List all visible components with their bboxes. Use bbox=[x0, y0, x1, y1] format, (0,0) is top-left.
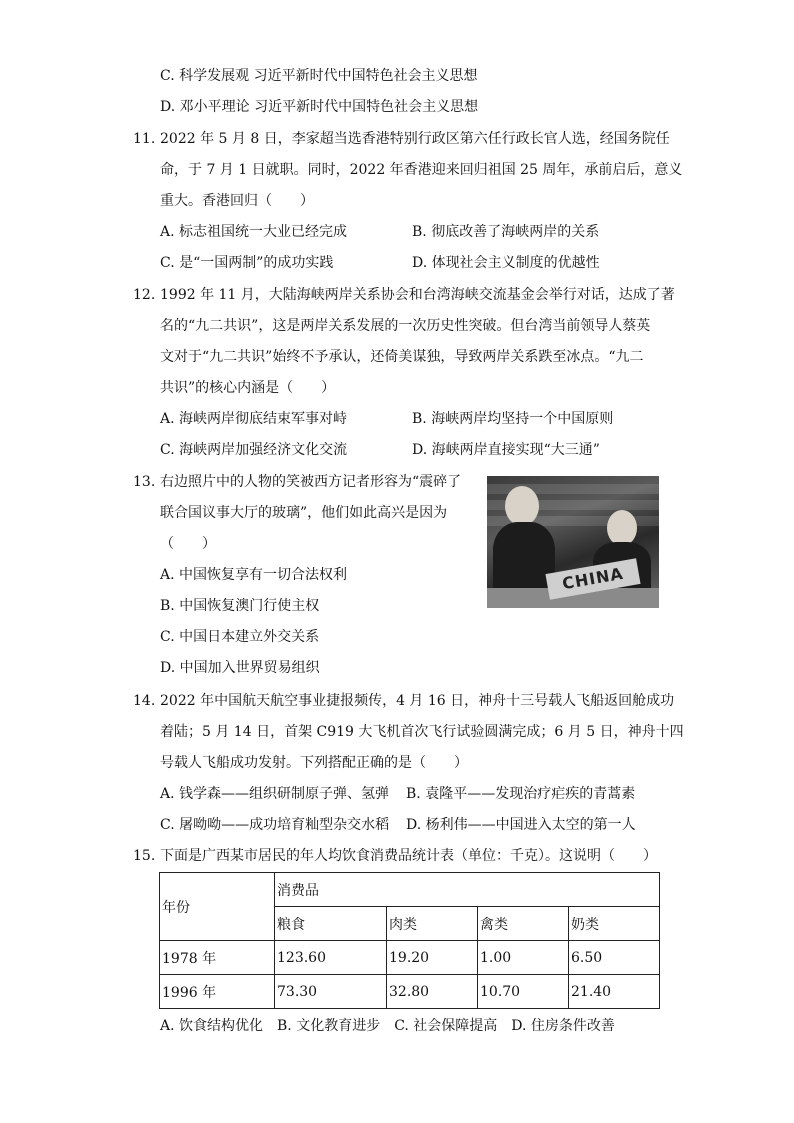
table-cell: 1.00 bbox=[478, 941, 569, 975]
table-cell: 73.30 bbox=[275, 975, 387, 1009]
q15-options: A. 饮食结构优化 B. 文化教育进步 C. 社会保障提高 D. 住房条件改善 bbox=[160, 1018, 615, 1034]
q11-number: 11. bbox=[133, 131, 156, 147]
q12-stem-line: 文对于“九二共识”始终不予承认，还倚美谋独，导致两岸关系跌至冰点。“九二 bbox=[160, 349, 644, 365]
q11-stem-line: 命，于 7 月 1 日就职。同时，2022 年香港迎来回归祖国 25 周年，承前启后，意义 bbox=[160, 162, 683, 178]
q15-number: 15. bbox=[133, 848, 156, 864]
table-cell: 10.70 bbox=[478, 975, 569, 1009]
q15-stem: 下面是广西某市居民的年人均饮食消费品统计表（单位：千克）。这说明（ ） bbox=[160, 848, 657, 864]
table-cell: 123.60 bbox=[275, 941, 387, 975]
table-header-cell: 奶类 bbox=[569, 907, 660, 941]
q12-option-b: B. 海峡两岸均坚持一个中国原则 bbox=[412, 411, 614, 427]
table-cell: 21.40 bbox=[569, 975, 660, 1009]
q14-stem-line: 着陆；5 月 14 日，首架 C919 大飞机首次飞行试验圆满完成；6 月 5 日，神舟十四 bbox=[160, 724, 684, 740]
table-cell: 1978 年 bbox=[160, 941, 275, 975]
q12-option-d: D. 海峡两岸直接实现“大三通” bbox=[412, 442, 600, 458]
table-header-group: 消费品 bbox=[275, 873, 660, 907]
q12-option-a: A. 海峡两岸彻底结束军事对峙 bbox=[160, 411, 348, 427]
consumption-table bbox=[159, 872, 660, 1009]
q14-option-a: A. 钱学森——组织研制原子弹、氢弹 bbox=[160, 786, 390, 802]
q10-option-c: C. 科学发展观 习近平新时代中国特色社会主义思想 bbox=[160, 68, 478, 84]
q11-option-d: D. 体现社会主义制度的优越性 bbox=[412, 255, 600, 271]
q12-number: 12. bbox=[133, 287, 156, 303]
table-row bbox=[160, 941, 660, 975]
q13-stem-line: （ ） bbox=[160, 536, 216, 552]
un-delegation-photo bbox=[487, 476, 659, 608]
q10-option-d: D. 邓小平理论 习近平新时代中国特色社会主义思想 bbox=[160, 99, 479, 115]
q14-stem-line: 2022 年中国航天航空事业捷报频传，4 月 16 日，神舟十三号载人飞船返回舱成功 bbox=[160, 693, 675, 709]
q13-option-a: A. 中国恢复享有一切合法权利 bbox=[160, 567, 348, 583]
table-cell: 6.50 bbox=[569, 941, 660, 975]
table-header-cell: 粮食 bbox=[275, 907, 387, 941]
q14-option-d: D. 杨利伟——中国进入太空的第一人 bbox=[406, 817, 636, 833]
q13-option-d: D. 中国加入世界贸易组织 bbox=[160, 660, 320, 676]
table-cell: 32.80 bbox=[387, 975, 478, 1009]
q13-number: 13. bbox=[133, 474, 156, 490]
q14-stem-line: 号载人飞船成功发射。下列搭配正确的是（ ） bbox=[160, 755, 468, 771]
q11-option-b: B. 彻底改善了海峡两岸的关系 bbox=[412, 224, 600, 240]
table-cell: 19.20 bbox=[387, 941, 478, 975]
q14-number: 14. bbox=[133, 693, 156, 709]
table-row bbox=[160, 975, 660, 1009]
q11-stem-line: 2022 年 5 月 8 日，李家超当选香港特别行政区第六任行政长官人选，经国务院任 bbox=[160, 131, 670, 147]
q11-option-a: A. 标志祖国统一大业已经完成 bbox=[160, 224, 348, 240]
q14-option-c: C. 屠呦呦——成功培育籼型杂交水稻 bbox=[160, 817, 390, 833]
q14-option-b: B. 袁隆平——发现治疗疟疾的青蒿素 bbox=[406, 786, 636, 802]
q12-option-c: C. 海峡两岸加强经济文化交流 bbox=[160, 442, 348, 458]
table-header-year: 年份 bbox=[160, 873, 275, 941]
q13-stem-line: 联合国议事大厅的玻璃”，他们如此高兴是因为 bbox=[160, 505, 448, 521]
table-header-cell: 肉类 bbox=[387, 907, 478, 941]
q11-option-c: C. 是“一国两制”的成功实践 bbox=[160, 255, 334, 271]
q11-stem-line: 重大。香港回归（ ） bbox=[160, 193, 314, 209]
q12-stem-line: 1992 年 11 月，大陆海峡两岸关系协会和台湾海峡交流基金会举行对话，达成了著 bbox=[160, 287, 675, 303]
china-nameplate: CHINA bbox=[545, 558, 640, 600]
q13-stem-line: 右边照片中的人物的笑被西方记者形容为“震碎了 bbox=[160, 474, 462, 490]
q12-stem-line: 名的“九二共识”，这是两岸关系发展的一次历史性突破。但台湾当前领导人蔡英 bbox=[160, 318, 651, 334]
q13-option-c: C. 中国日本建立外交关系 bbox=[160, 629, 320, 645]
table-cell: 1996 年 bbox=[160, 975, 275, 1009]
q13-option-b: B. 中国恢复澳门行使主权 bbox=[160, 598, 320, 614]
table-header-cell: 禽类 bbox=[478, 907, 569, 941]
q12-stem-line: 共识”的核心内涵是（ ） bbox=[160, 380, 336, 396]
